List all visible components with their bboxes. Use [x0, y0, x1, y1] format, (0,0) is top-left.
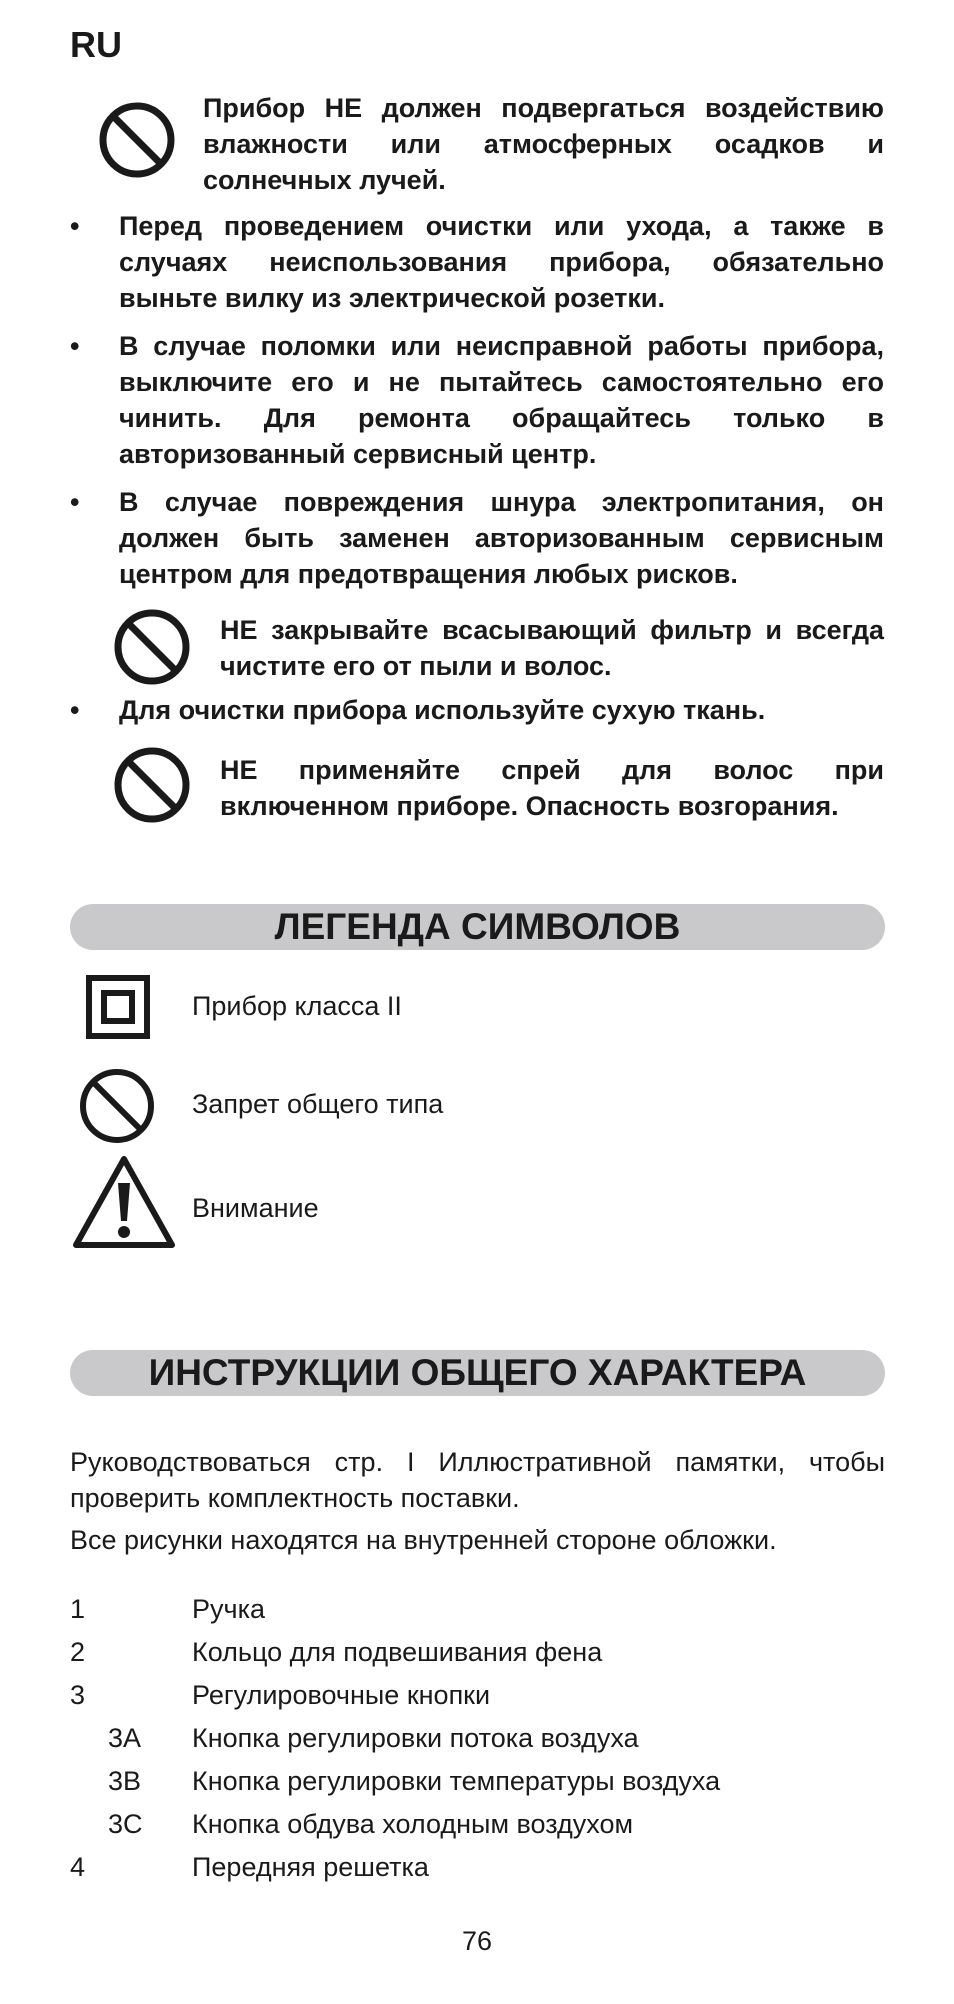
part-number: 3A [108, 1723, 142, 1753]
part-label: Ручка [192, 1594, 265, 1624]
list-item [70, 328, 884, 472]
legend-label: Запрет общего типа [192, 1089, 444, 1119]
part-number: 3C [108, 1809, 143, 1839]
list-item [70, 484, 884, 592]
language-code: RU [70, 24, 122, 65]
paragraph: Все рисунки находятся на внутренней стороне обложки. [70, 1525, 777, 1555]
part-number: 4 [70, 1852, 86, 1882]
list-item [70, 208, 884, 316]
section-title-legend: ЛЕГЕНДА СИМВОЛОВ [70, 904, 885, 950]
bullet-icon: • [70, 695, 80, 725]
part-number: 3 [70, 1680, 86, 1710]
legend-label: Прибор класса II [192, 991, 402, 1021]
part-number: 2 [70, 1637, 86, 1667]
part-label: Передняя решетка [192, 1852, 429, 1882]
warning-text: Прибор НЕ должен подвергаться воздействию влажности или атмосферных осадков и солнечных лучей. [203, 93, 884, 195]
prohibition-icon [113, 608, 191, 686]
list-item [70, 692, 884, 728]
section-title-instructions: ИНСТРУКЦИИ ОБЩЕГО ХАРАКТЕРА [70, 1350, 885, 1396]
page-number: 76 [461, 1926, 493, 1956]
bullet-text: Для очистки прибора используйте сухую ткань. [119, 695, 766, 725]
part-label: Кнопка обдува холодным воздухом [192, 1809, 634, 1839]
bullet-text: В случае повреждения шнура электропитания, он должен быть заменен авторизованным сервисным центром для предотвращения любых рисков. [119, 487, 884, 589]
warning-text: НЕ применяйте спрей для волос при включенном приборе. Опасность возгорания. [220, 755, 884, 821]
bullet-text: Перед проведением очистки или ухода, а также в случаях неиспользования прибора, обязательно выньте вилку из электрической розетки. [119, 211, 884, 313]
bullet-text: В случае поломки или неисправной работы прибора, выключите его и не пытайтесь самостоятельно его чинить. Для ремонта обращайтесь только в авторизованный сервисный центр. [119, 331, 884, 469]
part-number: 3B [108, 1766, 142, 1796]
legend-label: Внимание [192, 1193, 319, 1223]
bullet-icon: • [70, 211, 80, 241]
paragraph: Руководствоваться стр. I Иллюстративной памятки, чтобы проверить комплектность поставки. [70, 1447, 885, 1513]
part-label: Регулировочные кнопки [192, 1680, 491, 1710]
part-label: Кнопка регулировки потока воздуха [192, 1723, 639, 1753]
prohibition-icon [113, 746, 191, 824]
warning-triangle-icon [70, 1153, 178, 1251]
bullet-icon: • [70, 331, 80, 361]
bullet-icon: • [70, 487, 80, 517]
prohibition-icon [98, 101, 176, 179]
part-number: 1 [70, 1594, 86, 1624]
prohibition-icon [78, 1067, 156, 1145]
class-2-square-icon [86, 975, 150, 1039]
part-label: Кнопка регулировки температуры воздуха [192, 1766, 721, 1796]
warning-text: НЕ закрывайте всасывающий фильтр и всегда чистите его от пыли и волос. [220, 615, 884, 681]
part-label: Кольцо для подвешивания фена [192, 1637, 603, 1667]
